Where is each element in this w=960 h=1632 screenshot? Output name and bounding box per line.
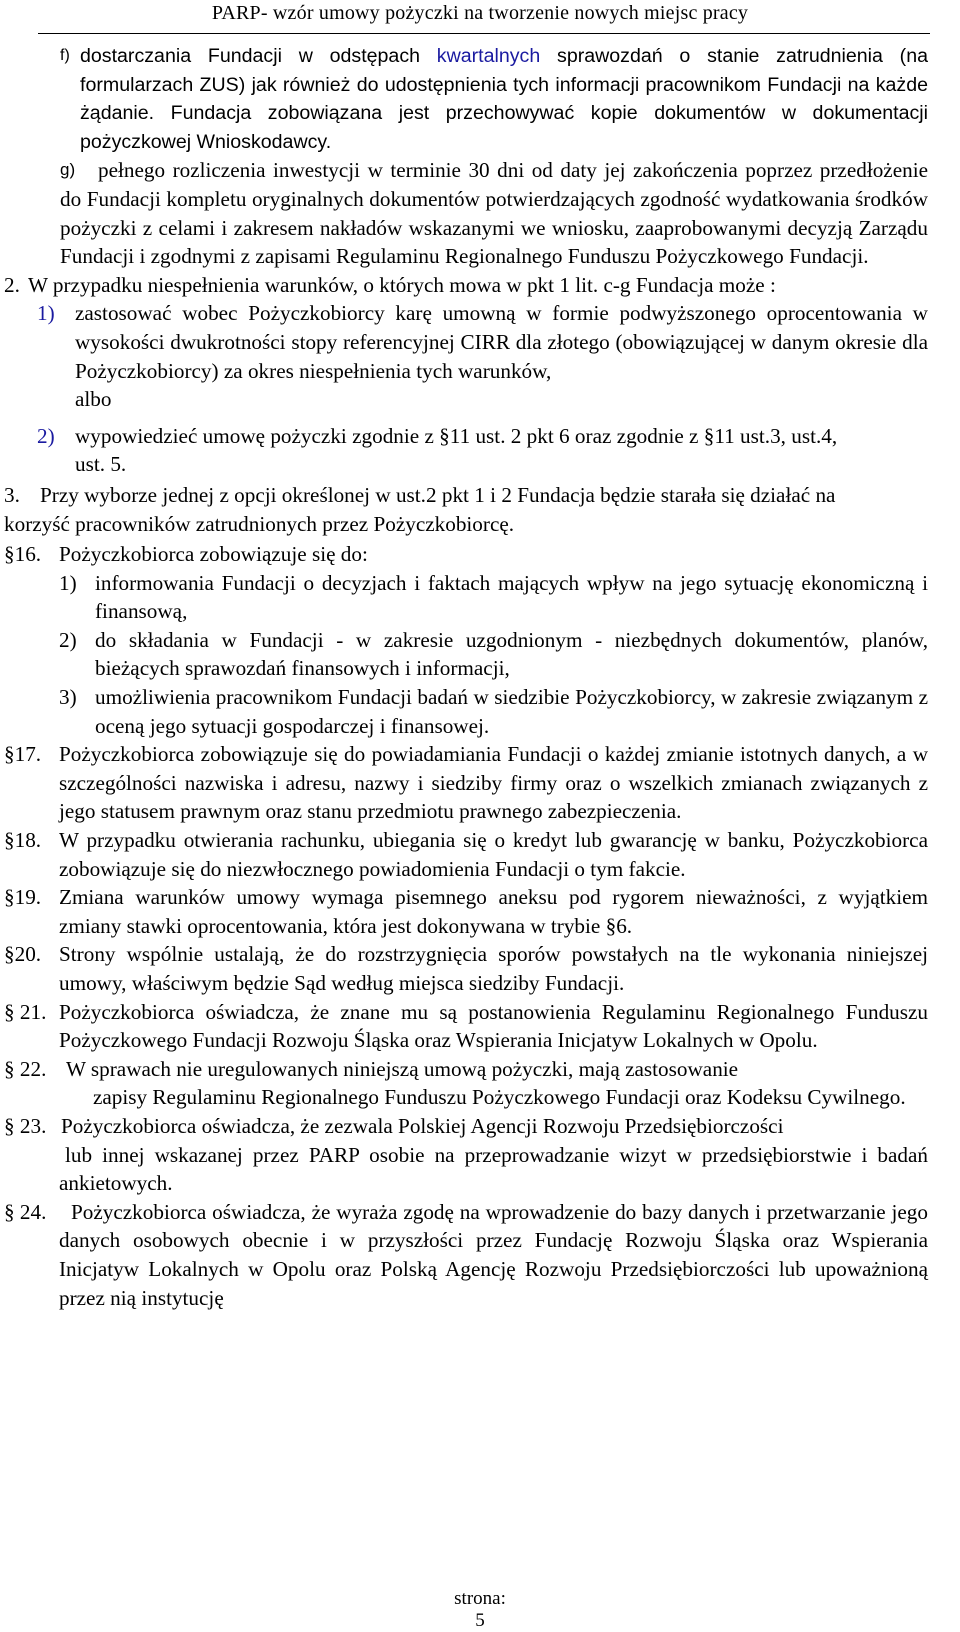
section-16-point [59, 569, 928, 626]
section-22 [4, 1055, 928, 1112]
point-3-text: Przy wyborze jednej z opcji określonej w ust.2 pkt 1 i 2 Fundacja będzie starała się działać na korzyść pracowników zatrudnionych przez Pożyczkobiorcę. [4, 482, 836, 536]
section-24-text [4, 1198, 928, 1312]
section-17 [4, 740, 928, 826]
section-22-line1: W sprawach nie uregulowanych niniejszą umową pożyczki, mają zastosowanie [66, 1056, 739, 1081]
section-17-text: Pożyczkobiorca zobowiązuje się do powiadamiania Fundacji o każdej zmianie istotnych danych, a w szczególności nazwiska i adresu, nazwy i siedziby firmy oraz o wszelkich zmianach związanych z jego statusem prawnym oraz stanu przedmiotu prawnego zabezpieczenia. [59, 742, 928, 824]
point-2-1 [37, 299, 928, 413]
point-2-2 [37, 422, 928, 479]
header-rule [38, 33, 930, 34]
footer-label: strona: [454, 1588, 506, 1609]
section-22-line2: zapisy Regulaminu Regionalnego Funduszu Pożyczkowego Fundacji oraz Kodeksu Cywilnego. [93, 1085, 906, 1110]
section-23-label: § 23. [4, 1113, 47, 1138]
item-g-label: g) [60, 160, 76, 180]
item-f-pre: dostarczania Fundacji w odstępach [80, 45, 437, 67]
page-number: 5 [475, 1610, 485, 1631]
page-header: PARP- wzór umowy pożyczki na tworzenie nowych miejsc pracy [211, 2, 749, 24]
section-16-label: §16. [4, 542, 42, 567]
document-body [4, 42, 928, 1312]
item-g-text: pełnego rozliczenia inwestycji w terminie 30 dni od daty jej zakończenia poprzez przedłożenie do Fundacji kompletu oryginalnych dokumentów potwierdzających zgodność wydatkowania środków pożyczki z celami i zakresem nakładów wskazanymi we wniosku, zaaprobowanymi decyzją Zarządu Fundacji i zgodnymi z zapisami Regulaminu Regionalnego Funduszu Pożyczkowego Fundacji. [60, 158, 928, 269]
item-f [60, 42, 928, 156]
point-3 [4, 481, 928, 538]
section-16 [4, 540, 928, 569]
point-2-1-albo: albo [75, 387, 112, 412]
item-f-post: sprawozdań o stanie zatrudnienia (na formularzach ZUS) jak również do udostępnienia tych informacji pracownikom Fundacji na każde żądanie. Fundacja zobowiązana jest przechowywać kopie dokumentów w dokumentacji pożyczkowej Wnioskodawcy. [80, 45, 928, 153]
section-17-label: §17. [4, 742, 42, 767]
point-2-1-body [75, 299, 928, 413]
section-16-point-text: do składania w Fundacji - w zakresie uzgodnionym - niezbędnych dokumentów, planów, bieżących sprawozdań finansowych i informacji, [95, 627, 928, 681]
page-footer [0, 1588, 960, 1631]
section-18 [4, 826, 928, 883]
item-f-text [78, 42, 928, 156]
section-23-line1: Pożyczkobiorca oświadcza, że zezwala Polskiej Agencji Rozwoju Przedsiębiorczości [61, 1113, 784, 1138]
item-f-label: f) [60, 47, 70, 64]
highlight-quarterly: kwartalnych [436, 45, 541, 67]
section-16-point-label: 2) [59, 627, 77, 652]
point-2-1-label: 1) [37, 301, 55, 326]
item-g [60, 156, 928, 270]
section-16-point [59, 626, 928, 683]
section-24-label: § 24. [4, 1199, 47, 1224]
point-2-2-label: 2) [37, 423, 55, 448]
point-3-label: 3. [4, 482, 20, 507]
point-2-text: W przypadku niespełnienia warunków, o których mowa w pkt 1 lit. c-g Fundacja może : [28, 272, 776, 297]
section-24 [4, 1198, 928, 1312]
section-23 [4, 1112, 928, 1198]
section-16-point-text: umożliwienia pracownikom Fundacji badań w siedzibie Pożyczkobiorcy, w zakresie związanym z oceną jego sytuacji gospodarczej i finansowej. [95, 685, 928, 738]
section-16-points [36, 569, 928, 741]
section-23-line2: lub innej wskazanej przez PARP osobie na przeprowadzanie wizyt w przedsiębiorstwie i badań ankietowych. [59, 1142, 928, 1196]
section-20-label: §20. [4, 942, 42, 967]
point-2 [4, 271, 928, 300]
section-16-point [59, 683, 928, 740]
section-21-label: § 21. [4, 999, 47, 1024]
section-16-intro: Pożyczkobiorca zobowiązuje się do: [59, 542, 368, 567]
section-18-label: §18. [4, 828, 42, 853]
section-19-text: Zmiana warunków umowy wymaga pisemnego aneksu pod rygorem nieważności, z wyjątkiem zmiany stawki oprocentowania, która jest dokonywana w trybie §6. [59, 885, 928, 938]
point-2-label: 2. [4, 272, 20, 297]
section-22-label: § 22. [4, 1056, 47, 1081]
point-2-2-text: wypowiedzieć umowę pożyczki zgodnie z §11 ust. 2 pkt 6 oraz zgodnie z §11 ust.3, ust.4, ust. 5. [75, 423, 838, 477]
section-16-point-label: 3) [59, 685, 77, 710]
section-16-point-label: 1) [59, 570, 77, 595]
section-19-label: §19. [4, 885, 42, 910]
section-18-text: W przypadku otwierania rachunku, ubiegania się o kredyt lub gwarancję w banku, Pożyczkobiorca zobowiązuje się do niezwłocznego powiadomienia Fundacji o tym fakcie. [59, 828, 928, 881]
section-19 [4, 883, 928, 940]
section-24-body: Pożyczkobiorca oświadcza, że wyraża zgodę na wprowadzenie do bazy danych i przetwarzanie jego danych osobowych obecnie i w przyszłości przez Fundację Rozwoju Śląska oraz Wspierania Inicjatyw Lokalnych w Opolu oraz Polską Agencję Rozwoju Przedsiębiorczości lub upoważnioną przez nią instytucję [59, 1199, 928, 1310]
section-20 [4, 940, 928, 997]
section-16-point-text: informowania Fundacji o decyzjach i faktach mających wpływ na jego sytuację ekonomiczną i finansową, [95, 570, 928, 624]
section-21-text: Pożyczkobiorca oświadcza, że znane mu są postanowienia Regulaminu Regionalnego Funduszu Pożyczkowego Fundacji Rozwoju Śląska oraz Wspierania Inicjatyw Lokalnych w Opolu. [59, 999, 928, 1053]
section-21 [4, 998, 928, 1055]
point-2-1-text: zastosować wobec Pożyczkobiorcy karę umowną w formie podwyższonego oprocentowania w wysokości dwukrotności stopy referencyjnej CIRR dla złotego (obowiązującej w danym okresie dla Pożyczkobiorcy) za okres niespełnienia tych warunków, [75, 301, 928, 383]
section-20-text: Strony wspólnie ustalają, że do rozstrzygnięcia sporów powstałych na tle wykonania niniejszej umowy, właściwym będzie Sąd według miejsca siedziby Fundacji. [59, 942, 928, 995]
